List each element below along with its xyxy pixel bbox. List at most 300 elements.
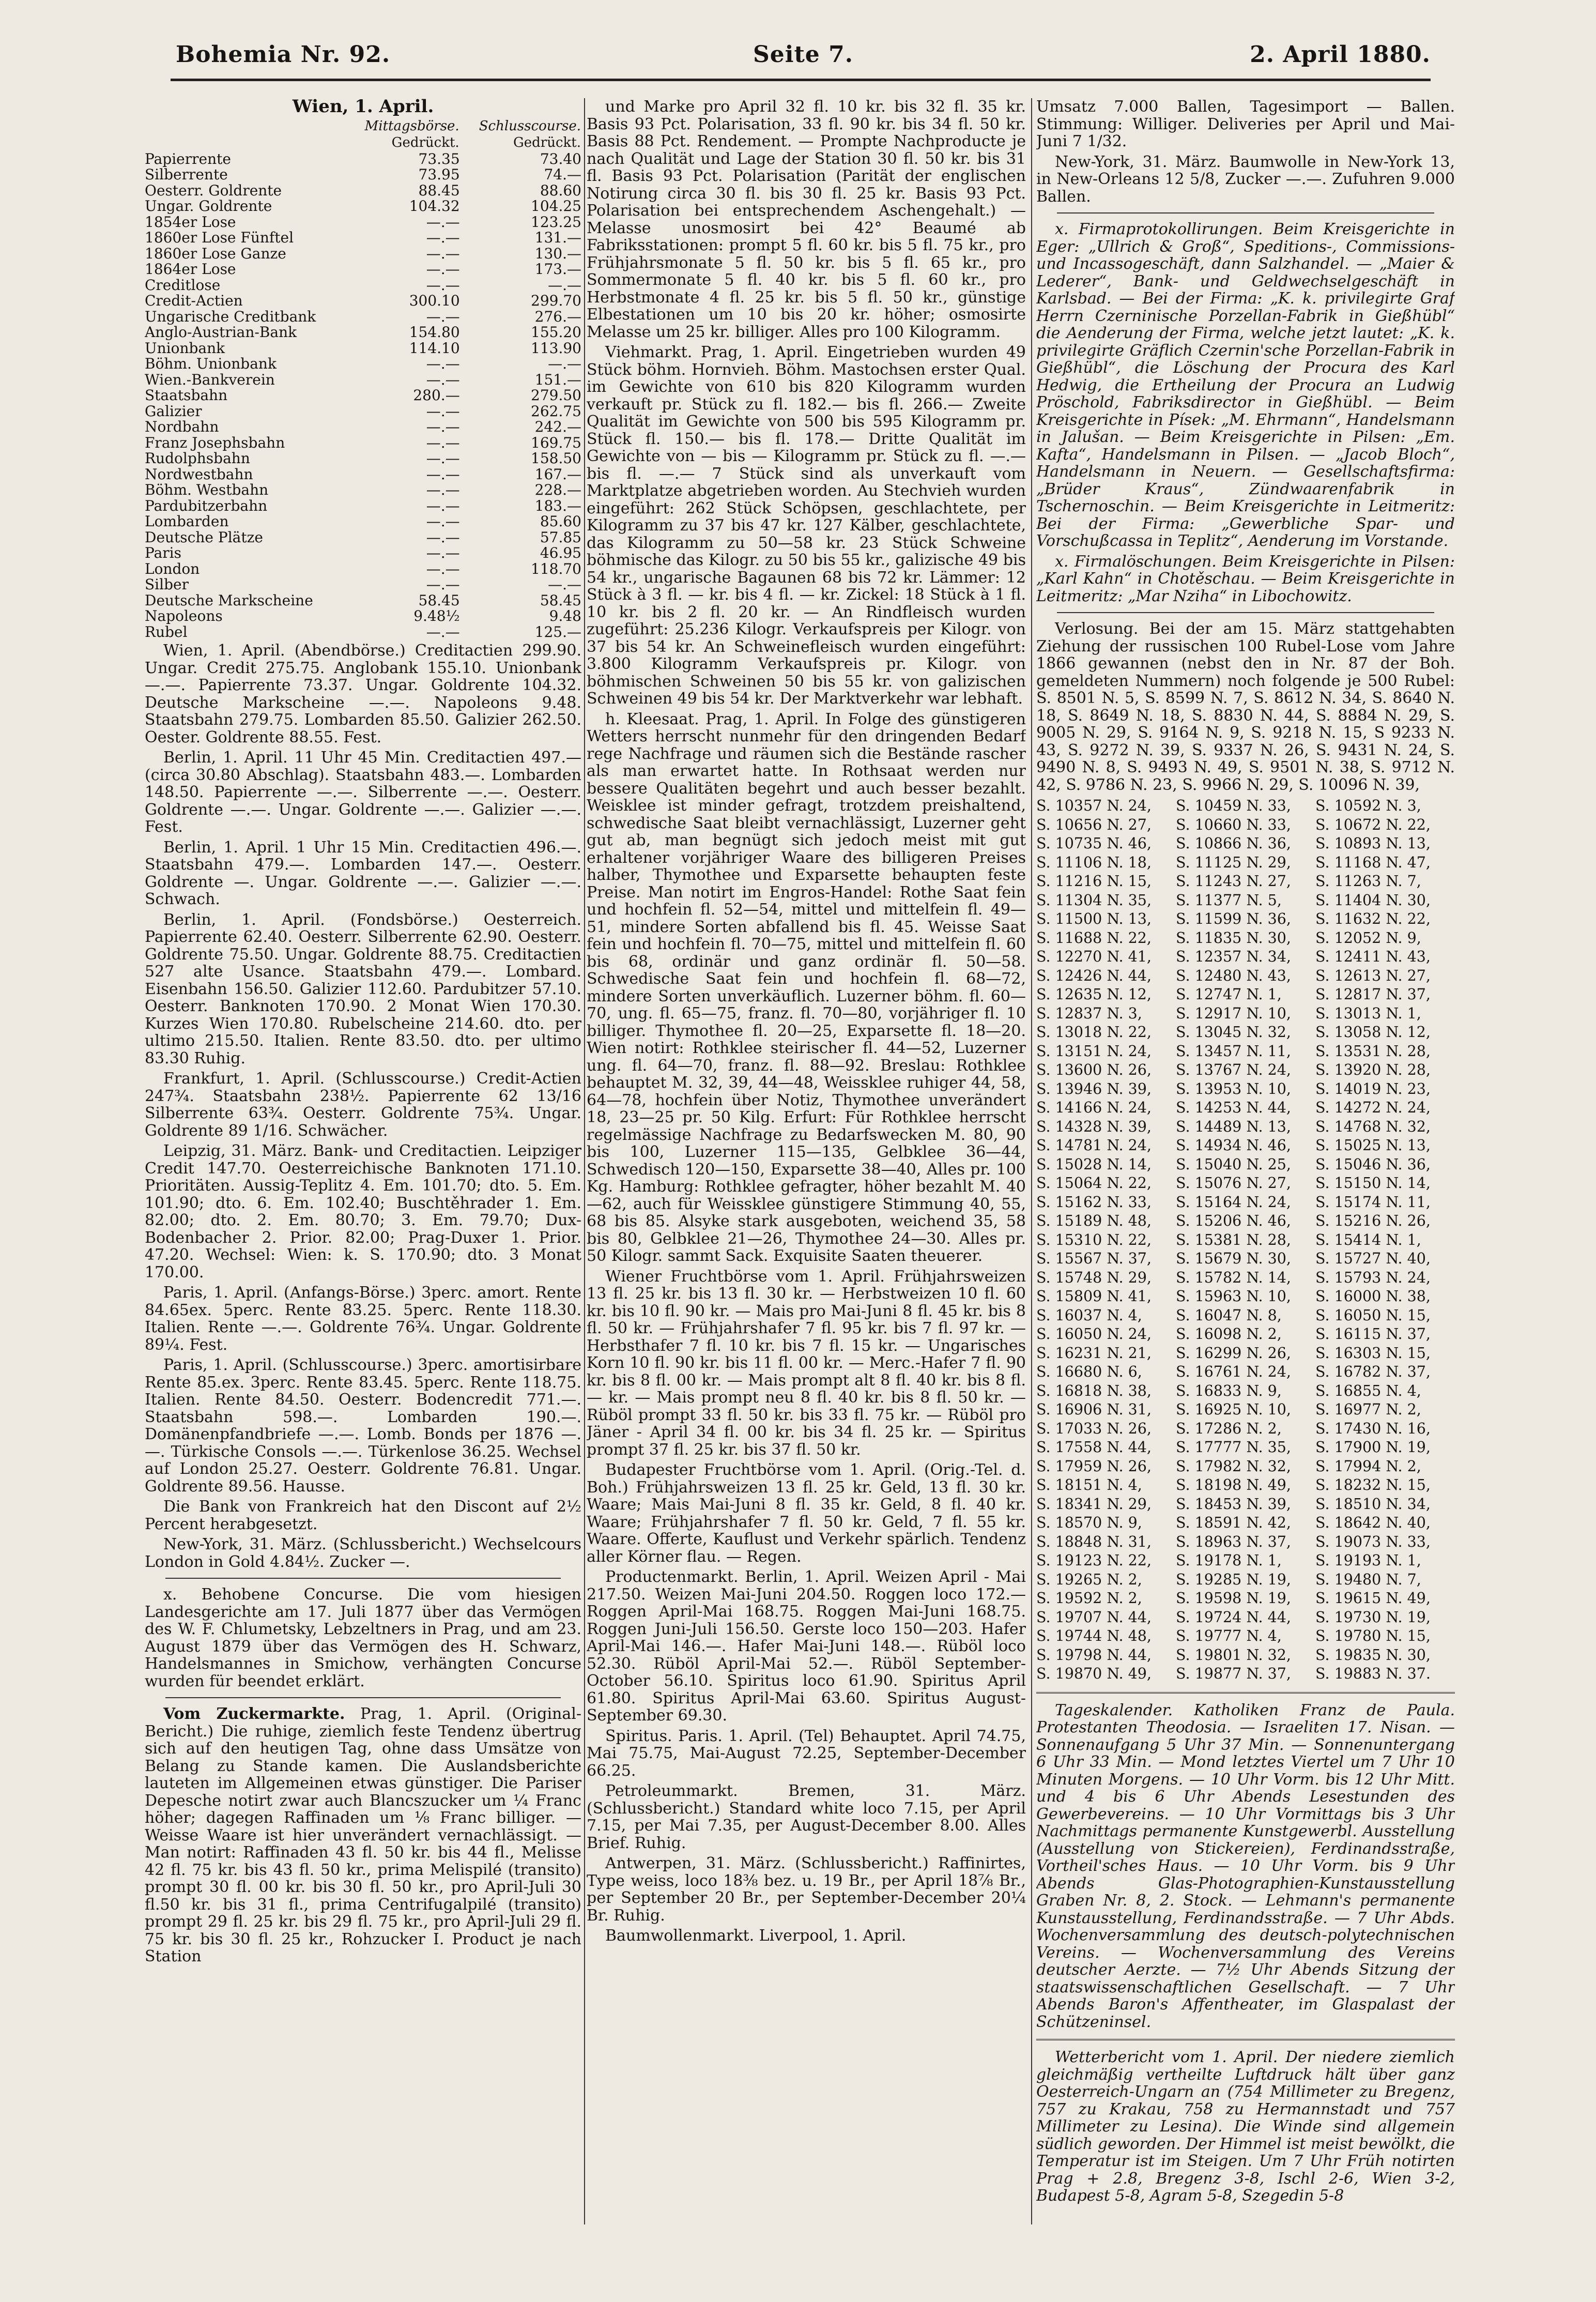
lottery-row (1036, 1646, 1455, 1665)
quote-row (145, 530, 581, 546)
vienna-quotes-table (145, 118, 581, 641)
lottery-entry: S. 14328 N. 39, (1036, 1118, 1152, 1135)
quote-row (145, 624, 581, 641)
quote-value: 130.— (534, 245, 581, 262)
quote-name: Anglo-Austrian-Bank (145, 324, 297, 341)
lottery-row (1036, 1136, 1455, 1155)
weather-report: Wetterbericht vom 1. April. Der niedere ziemlich gleichmäßig vertheilte Luftdruck hält über ganz Oesterreich-Ungarn an (754 Millimeter zu Bregenz, 757 zu Krakau, 758 zu Hermannstadt und 757 Millimeter zu Lesina). Die Winde sind allgemein südlich geworden. Der Himmel ist meist bewölkt, die Temperatur ist im Steigen. Um 7 Uhr Früh notirten Prag + 2.8, Bregenz 3-8, Ischl 2-6, Wien 3-2, Budapest 5-8, Agram 5-8, Szegedin 5-8 (1036, 2048, 1455, 2205)
lottery-entry: S. 14934 N. 46, (1176, 1137, 1291, 1154)
lottery-entry: S. 17430 N. 16, (1315, 1420, 1431, 1437)
lottery-entry: S. 19193 N. 1, (1315, 1552, 1421, 1569)
lottery-row (1036, 872, 1455, 891)
lottery-entry: S. 10866 N. 36, (1176, 835, 1291, 852)
lottery-row (1036, 1099, 1455, 1118)
market-report: Antwerpen, 31. März. (Schlussbericht.) Raffinirtes, Type weiss, loco 18⅜ bez. u. 19 Br., per April 18⅞ Br., per September 20 Br., per September-December 20¼ Br. Ruhig. (587, 1854, 1026, 1925)
lottery-entry: S. 10459 N. 33, (1176, 797, 1291, 814)
quote-value: —.— (426, 465, 460, 483)
market-report: Spiritus. Paris. 1. April. (Tel) Behauptet. April 74.75, Mai 75.75, Mai-August 72.25, September-December 66.25. (587, 1727, 1026, 1780)
lottery-entry: S. 13058 N. 12, (1315, 1024, 1431, 1041)
exchange-report: Wien, 1. April. (Abendbörse.) Creditactien 299.90. Ungar. Credit 275.75. Anglobank 155.10. Unionbank —.—. Papierrente 73.37. Ungar. Goldrente 104.32. Deutsche Markscheine —.—. Napoleons 9.48. Staatsbahn 279.75. Lombarden 85.50. Galizier 262.50. Oester. Goldrente 88.55. Fest. (145, 642, 581, 746)
lottery-entry: S. 13457 N. 11, (1176, 1042, 1291, 1060)
lottery-row (1036, 1363, 1455, 1382)
lottery-entry: S. 18198 N. 49, (1176, 1476, 1291, 1493)
lottery-row (1036, 1004, 1455, 1024)
lottery-entry: S. 19707 N. 44, (1036, 1608, 1152, 1626)
lottery-entry: S. 15748 N. 29, (1036, 1269, 1152, 1286)
lottery-entry: S. 13531 N. 28, (1315, 1042, 1431, 1060)
quote-value: —.— (426, 450, 460, 467)
divider (1036, 2039, 1455, 2040)
lottery-row (1036, 1551, 1455, 1571)
market-report: Budapester Fruchtbörse vom 1. April. (Orig.-Tel. d. Boh.) Frühjahrsweizen 13 fl. 25 kr. Geld, 13 fl. 30 kr. Waare; Mais Mai-Juni 8 fl. 35 kr. Geld, 8 fl. 40 kr. Waare; Frühjahrshafer 7 fl. 50 kr. Geld, 7 fl. 55 kr. Waare. Offerte, Kauflust und Verkehr spärlich. Tendenz aller Körner flau. — Regen. (587, 1461, 1026, 1566)
exchange-report: Paris, 1. April. (Schlusscourse.) 3perc. amortisirbare Rente 85.ex. 3perc. Rente 83.45. 5perc. Rente 118.75. Italien. Rente 84.50. Oesterr. Bodencredit 771.—. Staatsbahn 598.—. Lombarden 190.—. Domänenpfandbriefe —.—. Lomb. Bonds per 1876 —.—. Türkische Consols —.—. Türkenlose 36.25. Wechsel auf London 25.27. Oesterr. Goldrente 76.81. Ungar. Goldrente 89.56. Hausse. (145, 1356, 581, 1496)
col-sub-left: Mittagsbörse. (364, 118, 459, 134)
lottery-entry: S. 11106 N. 18, (1036, 853, 1152, 871)
lottery-entry: S. 16303 N. 15, (1315, 1344, 1431, 1362)
concurse-notice: x. Behobene Concurse. Die vom hiesigen Landesgerichte am 17. Juli 1877 über das Vermögen des W. F. Chlumetsky, Lebzeltners in Prag, und am 23. August 1879 über das Vermögen des H. Schwarz, Handelsmannes in Smichow, verhängten Concurse wurden für beendet erklärt. (145, 1586, 581, 1690)
lottery-entry: S. 13600 N. 26, (1036, 1061, 1152, 1078)
lottery-entry: S. 16818 N. 38, (1036, 1382, 1152, 1399)
lottery-row (1036, 1193, 1455, 1212)
quote-value: —.— (426, 576, 460, 593)
exchange-report: New-York, 31. März. (Schlussbericht.) Wechselcours London in Gold 4.84½. Zucker —. (145, 1535, 581, 1571)
lottery-entry: S. 13767 N. 24, (1176, 1061, 1291, 1078)
exchange-report: Paris, 1. April. (Anfangs-Börse.) 3perc. amort. Rente 84.65ex. 5perc. Rente 83.25. 5perc. Rente 118.30. Italien. Rente —.—. Goldrente 76¾. Ungar. Goldrente 89¼. Fest. (145, 1284, 581, 1354)
lottery-entry: S. 11632 N. 22, (1315, 910, 1431, 927)
quote-name: Böhm. Westbahn (145, 481, 269, 498)
lottery-entry: S. 17900 N. 19, (1315, 1439, 1431, 1456)
market-report: Wiener Fruchtbörse vom 1. April. Frühjahrsweizen 13 fl. 25 kr. bis 13 fl. 30 kr. — Herbstweizen 10 fl. 60 kr. bis 10 fl. 90 kr. — Mais pro Mai-Juni 8 fl. 45 kr. bis 8 fl. 50 kr. — Frühjahrshafer 7 fl. 95 kr. bis 7 fl. 97 kr. — Herbsthafer 7 fl. 10 kr. bis 7 fl. 15 kr. — Ungarisches Korn 10 fl. 90 kr. bis 11 fl. 00 kr. — Merc.-Hafer 7 fl. 90 kr. bis 8 fl. 00 kr. — Mais prompt alt 8 fl. 40 kr. bis 8 fl. — kr. — Mais prompt neu 8 fl. 40 kr. bis 8 fl. 50 kr. — Rüböl prompt 33 fl. 50 kr. bis 33 fl. 75 kr. — Rüböl pro Jäner - April 34 fl. 00 kr. bis 34 fl. 25 kr. — Spiritus prompt 37 fl. 25 kr. bis 37 fl. 50 kr. (587, 1267, 1026, 1459)
lottery-entry: S. 18642 N. 40, (1315, 1514, 1431, 1531)
market-report: Petroleummarkt. Bremen, 31. März. (Schlussbericht.) Standard white loco 7.15, per April 7.15, per Mai 7.35, per August-December 8.00. Alles Brief. Ruhig. (587, 1782, 1026, 1852)
lottery-row (1036, 1174, 1455, 1193)
quote-value: 276.— (534, 308, 581, 325)
lottery-entry: S. 13946 N. 39, (1036, 1080, 1152, 1097)
lottery-row (1036, 1495, 1455, 1514)
quote-value: 46.95 (540, 544, 581, 561)
quote-value: —.— (426, 623, 460, 641)
quote-row (145, 230, 581, 246)
quote-value: —.— (426, 213, 460, 231)
lottery-entry: S. 16000 N. 38, (1315, 1288, 1431, 1305)
quote-value: 228.— (534, 481, 581, 498)
lottery-entry: S. 16680 N. 6, (1036, 1363, 1142, 1380)
lottery-entry: S. 11377 N. 5, (1176, 891, 1282, 909)
exchange-report: Berlin, 1. April. 1 Uhr 15 Min. Creditactien 496.—. Staatsbahn 479.—. Lombarden 147.—. Oesterr. Goldrente —. Ungar. Goldrente —.—. Galizier —.—. Schwach. (145, 838, 581, 908)
market-reports (145, 642, 581, 1571)
quote-value: —.— (426, 544, 460, 561)
lottery-entry: S. 12270 N. 41, (1036, 948, 1152, 965)
quote-value: —.— (426, 528, 460, 546)
lottery-entry: S. 16047 N. 8, (1176, 1306, 1282, 1324)
quote-value: —.— (426, 308, 460, 325)
quote-value: 9.48 (549, 607, 581, 624)
quote-row (145, 341, 581, 357)
quote-row (145, 561, 581, 577)
lottery-entry: S. 12817 N. 37, (1315, 986, 1431, 1003)
quote-name: 1864er Lose (145, 261, 236, 278)
lottery-entry: S. 13151 N. 24, (1036, 1042, 1152, 1060)
lottery-entry: S. 19883 N. 37. (1315, 1665, 1431, 1682)
quote-name: 1860er Lose Fünftel (145, 229, 294, 246)
quote-row (145, 498, 581, 514)
lottery-entry: S. 15567 N. 37, (1036, 1250, 1152, 1267)
column-divider (1031, 98, 1032, 2224)
lottery-entry: S. 13013 N. 1, (1315, 1004, 1421, 1022)
lottery-entry: S. 10893 N. 13, (1315, 835, 1431, 852)
quote-value: 242.— (534, 418, 581, 435)
market-report: Baumwollenmarkt. Liverpool, 1. April. (605, 1927, 907, 1945)
lottery-entry: S. 19615 N. 49, (1315, 1590, 1431, 1607)
lottery-entry: S. 15963 N. 10, (1176, 1288, 1291, 1305)
lottery-entry: S. 16299 N. 26, (1176, 1344, 1291, 1362)
quote-value: 280.— (413, 387, 460, 404)
quote-value: 58.45 (418, 591, 460, 609)
divider (165, 1697, 561, 1698)
quote-value: 279.50 (531, 387, 581, 404)
quote-row (145, 545, 581, 561)
lottery-entry: S. 14166 N. 24, (1036, 1099, 1152, 1116)
quote-row (145, 372, 581, 388)
quote-name: Napoleons (145, 607, 223, 624)
quote-name: Franz Josephsbahn (145, 434, 285, 451)
lottery-entry: S. 12411 N. 43, (1315, 948, 1431, 965)
lottery-row (1036, 1627, 1455, 1646)
lottery-row (1036, 1269, 1455, 1288)
commodity-reports (587, 98, 1026, 1945)
quote-value: 118.70 (531, 560, 581, 577)
quote-name: Creditlose (145, 276, 221, 294)
lottery-entry: S. 12747 N. 1, (1176, 986, 1282, 1003)
lottery-row (1036, 929, 1455, 948)
lottery-entry: S. 19592 N. 2, (1036, 1590, 1142, 1607)
quote-row (145, 309, 581, 325)
quote-value: 104.32 (409, 197, 460, 215)
lottery-entry: S. 16050 N. 15, (1315, 1306, 1431, 1324)
quote-value: 57.85 (540, 528, 581, 546)
column-divider (584, 98, 585, 2224)
lottery-row (1036, 1533, 1455, 1552)
quote-value: 169.75 (531, 434, 581, 451)
quote-value: —.— (426, 497, 460, 514)
lottery-entry: S. 13018 N. 22, (1036, 1024, 1152, 1041)
lottery-entry: S. 13953 N. 10, (1176, 1080, 1291, 1097)
lottery-entry: S. 14253 N. 44, (1176, 1099, 1291, 1116)
lottery-row (1036, 834, 1455, 853)
sugar-title: Vom Zuckermarkte. (163, 1705, 345, 1723)
quote-name: Nordwestbahn (145, 465, 253, 483)
quote-value: —.— (426, 434, 460, 451)
column-3 (1036, 98, 1455, 2208)
lottery-table (1036, 797, 1455, 1684)
lottery-entry: S. 15809 N. 41, (1036, 1288, 1152, 1305)
quote-name: Deutsche Markscheine (145, 591, 313, 609)
lottery-row (1036, 1665, 1455, 1684)
lottery-entry: S. 11125 N. 29, (1176, 853, 1291, 871)
quote-value: 58.45 (540, 591, 581, 609)
lottery-entry: S. 16115 N. 37, (1315, 1325, 1431, 1343)
quote-name: Papierrente (145, 150, 231, 167)
lottery-entry: S. 19801 N. 32, (1176, 1646, 1291, 1664)
lottery-entry: S. 12357 N. 34, (1176, 948, 1291, 965)
quote-value: 300.10 (409, 292, 460, 309)
divider (1057, 612, 1434, 613)
quote-row (145, 435, 581, 451)
lottery-row (1036, 1457, 1455, 1476)
lottery-row (1036, 985, 1455, 1004)
lottery-entry: S. 15064 N. 22, (1036, 1175, 1152, 1192)
lottery-row (1036, 816, 1455, 835)
lottery-row (1036, 1306, 1455, 1325)
cotton-report: Umsatz 7.000 Ballen, Tagesimport — Ballen. Stimmung: Williger. Deliveries per April und Mai-Juni 7 1/32. (1036, 98, 1455, 150)
lottery-entry: S. 16782 N. 37, (1315, 1363, 1431, 1380)
lottery-entry: S. 12635 N. 12, (1036, 986, 1152, 1003)
lottery-row (1036, 1344, 1455, 1363)
page-header (176, 41, 1431, 78)
quote-row (145, 293, 581, 309)
lottery-entry: S. 10672 N. 22, (1315, 816, 1431, 833)
lottery-row (1036, 1023, 1455, 1042)
quote-name: London (145, 560, 200, 577)
lottery-row (1036, 891, 1455, 910)
lottery-row (1036, 797, 1455, 816)
quote-value: —.— (426, 560, 460, 577)
quote-value: 123.25 (531, 213, 581, 231)
lottery-entry: S. 15216 N. 26, (1315, 1212, 1431, 1229)
lottery-entry: S. 15679 N. 30, (1176, 1250, 1291, 1267)
lottery-entry: S. 18591 N. 42, (1176, 1514, 1291, 1531)
lottery-row (1036, 1589, 1455, 1608)
quote-value: 262.75 (531, 402, 581, 420)
lottery-entry: S. 18963 N. 37, (1176, 1533, 1291, 1550)
quote-name: Galizier (145, 402, 202, 420)
lottery-intro: Verlosung. Bei der am 15. März stattgehabten Ziehung der russischen 100 Rubel-Lose vom Jahre 1866 gewannen (nebst den in Nr. 87 der Boh. gemeldeten Nummern) noch folgende je 500 Rubel: S. 8501 N. 5, S. 8599 N. 7, S. 8612 N. 34, S. 8640 N. 18, S. 8649 N. 18, S. 8830 N. 44, S. 8884 N. 29, S. 9005 N. 29, S. 9164 N. 9, S. 9218 N. 15, S 9233 N. 43, S. 9272 N. 39, S. 9337 N. 26, S. 9431 N. 24, S. 9490 N. 8, S. 9493 N. 49, S. 9501 N. 38, S. 9712 N. 42, S. 9786 N. 23, S. 9966 N. 29, S. 10096 N. 39, (1036, 620, 1455, 794)
quote-value: —.— (426, 229, 460, 246)
lottery-entry: S. 15782 N. 14, (1176, 1269, 1291, 1286)
lottery-entry: S. 15150 N. 14, (1315, 1175, 1431, 1192)
lottery-entry: S. 12052 N. 9, (1315, 929, 1421, 947)
lottery-entry: S. 15189 N. 48, (1036, 1212, 1152, 1229)
lottery-row (1036, 967, 1455, 986)
quote-name: Böhm. Unionbank (145, 355, 277, 372)
divider (165, 1578, 561, 1579)
lottery-entry: S. 13045 N. 32, (1176, 1024, 1291, 1041)
quote-row (145, 215, 581, 231)
quote-row (145, 467, 581, 483)
lottery-row (1036, 948, 1455, 967)
quote-name: Oesterr. Goldrente (145, 181, 282, 199)
lottery-entry: S. 19780 N. 15, (1315, 1627, 1431, 1644)
quote-row (145, 246, 581, 262)
lottery-entry: S. 16231 N. 21, (1036, 1344, 1152, 1362)
lottery-entry: S. 15727 N. 40, (1315, 1250, 1431, 1267)
lottery-entry: S. 19835 N. 30, (1315, 1646, 1431, 1664)
quote-value: —.— (426, 513, 460, 530)
quote-name: 1854er Lose (145, 213, 236, 231)
lottery-row (1036, 1325, 1455, 1344)
quote-row (145, 608, 581, 624)
lottery-row (1036, 1514, 1455, 1533)
lottery-entry: S. 18453 N. 39, (1176, 1495, 1291, 1513)
lottery-entry: S. 19730 N. 19, (1315, 1608, 1431, 1626)
lottery-entry: S. 14019 N. 23, (1315, 1080, 1431, 1097)
lottery-row (1036, 1042, 1455, 1061)
lottery-entry: S. 11500 N. 13, (1036, 910, 1152, 927)
lottery-row (1036, 853, 1455, 873)
exchange-report: Frankfurt, 1. April. (Schlusscourse.) Credit-Actien 247¾. Staatsbahn 238½. Papierrente 62 13/16 Silberrente 63¾. Oesterr. Goldrente 75¾. Ungar. Goldrente 89 1/16. Schwächer. (145, 1070, 581, 1140)
lottery-entry: S. 16833 N. 9, (1176, 1382, 1282, 1399)
quote-value: 299.70 (531, 292, 581, 309)
quote-row (145, 262, 581, 278)
quote-value: —.— (426, 371, 460, 388)
quote-name: Pardubitzerbahn (145, 497, 268, 514)
quote-value: 183.— (534, 497, 581, 514)
lottery-row (1036, 1400, 1455, 1420)
sugar-report (145, 1705, 581, 1965)
quote-value: 9.48½ (413, 607, 460, 624)
quote-value: 88.45 (418, 181, 460, 199)
lottery-entry: S. 17286 N. 2, (1176, 1420, 1282, 1437)
exchange-report: Berlin, 1. April. 11 Uhr 45 Min. Creditactien 497.— (circa 30.80 Abschlag). Staatsbahn 483.—. Lombarden 148.50. Papierrente —.—. Silberrente —.—. Oesterr. Goldrente —.—. Ungar. Goldrente —.—. Galizier —.—. Fest. (145, 749, 581, 836)
lottery-row (1036, 1231, 1455, 1250)
quote-value: 74.— (544, 166, 581, 183)
column-2 (587, 98, 1026, 1948)
lottery-entry: S. 19480 N. 7, (1315, 1571, 1421, 1588)
lottery-entry: S. 16761 N. 24, (1176, 1363, 1291, 1380)
quote-name: Rubel (145, 623, 188, 641)
lottery-entry: S. 14272 N. 24, (1315, 1099, 1431, 1116)
lottery-entry: S. 15414 N. 1, (1315, 1231, 1421, 1248)
quote-row (145, 388, 581, 404)
quote-value: 151.— (534, 371, 581, 388)
lottery-entry: S. 15164 N. 24, (1176, 1193, 1291, 1211)
lottery-entry: S. 11263 N. 7, (1315, 873, 1421, 890)
day-calendar: Tageskalender. Katholiken Franz de Paula. Protestanten Theodosia. — Israeliten 17. Nisan. — Sonnenaufgang 5 Uhr 37 Min. — Sonnenuntergang 6 Uhr 33 Min. — Mond letztes Viertel um 7 Uhr 10 Minuten Morgens. — 10 Uhr Vorm. bis 12 Uhr Mitt. und 4 bis 6 Uhr Abends Lesestunden des Gewerbevereins. — 10 Uhr Vormittags bis 3 Uhr Nachmittags permanente Kunstgewerbl. Ausstellung (Ausstellung von Stickereien), Ferdinandsstraße, Vortheil'sches Haus. — 10 Uhr Vorm. bis 9 Uhr Abends Glas-Photographien-Kunstausstellung Graben Nr. 8, 2. Stock. — Lehmann's permanente Kunstausstellung, Ferdinandsstraße. — 7 Uhr Abds. Wochenversammlung des deutsch-polytechnischen Vereins. — Wochenversammlung des Vereins deutscher Aerzte. — 7½ Uhr Abends Sitzung der staatswissenschaftlichen Gesellschaft. — 7 Uhr Abends Baron's Affentheater, im Glaspalast der Schützeninsel. (1036, 1701, 1455, 2031)
lottery-entry: S. 16977 N. 2, (1315, 1401, 1421, 1418)
lottery-entry: S. 11216 N. 15, (1036, 873, 1152, 890)
quote-name: Silberrente (145, 166, 228, 183)
quote-value: —.— (426, 245, 460, 262)
quote-value: 131.— (534, 229, 581, 246)
lottery-entry: S. 19744 N. 48, (1036, 1627, 1152, 1644)
lottery-row (1036, 1382, 1455, 1401)
quote-name: Paris (145, 544, 181, 561)
market-report: Viehmarkt. Prag, 1. April. Eingetrieben wurden 49 Stück böhm. Hornvieh. Böhm. Mastochsen erster Qual. im Gewichte von 610 bis 820 Kilogramm wurden verkauft pr. Stück zu fl. 182.— bis fl. 266.— Zweite Qualität im Gewichte von 500 bis 595 Kilogramm pr. Stück fl. 150.— bis fl. 178.— Dritte Qualität im Gewichte von — bis — Kilogramm pr. Stück zu fl. —.— bis fl. —.— 7 Stück sind als unverkauft vom Marktplatze abgetrieben worden. Au Stechvieh wurden eingeführt: 262 Stück Schöpsen, geschlachtete, per Kilogramm zu 37 bis 47 kr. 127 Kälber, geschlachtete, das Kilogramm zu 50—58 kr. 23 Stück Schweine böhmische das Kilogr. zu 50 bis 55 kr., galizische 49 bis 54 kr., ungarische Bagaunen 68 bis 72 kr. Lämmer: 12 Stück à 3 fl. — kr. bis 4 fl. — kr. Zickel: 18 Stück à 1 fl. 10 kr. bis 2 fl. 20 kr. — An Rindfleisch wurden zugeführt: 25.236 Kilogr. Verkaufspreis per Kilogr. von 37 bis 54 kr. An Schweinefleisch wurden eingeführt: 3.800 Kilogramm Verkaufspreis pr. Kilogr. von böhmischen Schweinen 50 bis 55 kr. von galizischen Schweinen 49 bis 54 kr. Der Marktverkehr war lebhaft. (587, 343, 1026, 708)
quote-value: 158.50 (531, 450, 581, 467)
divider (1057, 212, 1434, 214)
lottery-entry: S. 16855 N. 4, (1315, 1382, 1421, 1399)
quote-name: Staatsbahn (145, 387, 228, 404)
lottery-entry: S. 18510 N. 34, (1315, 1495, 1431, 1513)
lottery-entry: S. 17777 N. 35, (1176, 1439, 1291, 1456)
lottery-entry: S. 15046 N. 36, (1315, 1155, 1431, 1173)
quote-value: 104.25 (531, 197, 581, 215)
lottery-entry: S. 16050 N. 24, (1036, 1325, 1152, 1343)
quote-row (145, 482, 581, 498)
lottery-entry: S. 11404 N. 30, (1315, 891, 1431, 909)
quote-name: Unionbank (145, 339, 225, 357)
lottery-row (1036, 1118, 1455, 1137)
quote-name: 1860er Lose Ganze (145, 245, 286, 262)
lottery-entry: S. 16037 N. 4, (1036, 1306, 1142, 1324)
quote-row (145, 577, 581, 593)
quote-row (145, 325, 581, 341)
lottery-entry: S. 16906 N. 31, (1036, 1401, 1152, 1418)
quote-name: Ungarische Creditbank (145, 308, 316, 325)
lottery-entry: S. 15381 N. 28, (1176, 1231, 1291, 1248)
lottery-entry: S. 13920 N. 28, (1315, 1061, 1431, 1078)
lottery-entry: S. 15206 N. 46, (1176, 1212, 1291, 1229)
quote-row (145, 167, 581, 183)
quote-value: —.— (426, 355, 460, 372)
quote-value: 73.95 (418, 166, 460, 183)
lottery-entry: S. 16098 N. 2, (1176, 1325, 1282, 1343)
lottery-row (1036, 1080, 1455, 1099)
lottery-entry: S. 15076 N. 27, (1176, 1175, 1291, 1192)
quote-value: 155.20 (531, 324, 581, 341)
firm-deletions: x. Firmalöschungen. Beim Kreisgerichte in Pilsen: „Karl Kahn“ in Chotěschau. — Beim Kreisgerichte in Leitmeritz: „Mar Nziha“ in Libochowitz. (1036, 552, 1455, 605)
lottery-row (1036, 1420, 1455, 1439)
quote-value: —.— (426, 418, 460, 435)
quote-value: 73.40 (540, 150, 581, 167)
sugar-text: Prag, 1. April. (Original-Bericht.) Die ruhige, ziemlich feste Tendenz übertrug sich auf den heutigen Tag, ohne dass Umsätze von Belang zu Stande kamen. Die Auslandsberichte lauteten im Allgemeinen etwas günstiger. Die Pariser Depesche notirt zwar auch Blancszucker um ¼ Franc höher; dagegen Raffinaden um ⅛ Franc billiger. — Weisse Waare ist hier unverändert vernachlässigt. — Man notirt: Raffinaden 43 fl. 50 kr. bis 44 fl., Melisse 42 fl. 75 kr. bis 43 fl. 50 kr., prima Melispilé (transito) prompt 30 fl. 00 kr. bis 30 fl. 50 kr., pro April-Juli 30 fl.50 kr. bis 31 fl., prima Centrifugalpilé (transito) prompt 29 fl. 25 kr. bis 29 fl. 75 kr., pro April-Juli 29 fl. 75 kr. bis 30 fl. 25 kr., Rohzucker I. Product je nach Station (145, 1705, 581, 1965)
quote-row (145, 278, 581, 294)
header-rule (171, 79, 1431, 81)
quote-name: Ungar. Goldrente (145, 197, 272, 215)
lottery-entry: S. 17982 N. 32, (1176, 1457, 1291, 1475)
lottery-entry: S. 11688 N. 22, (1036, 929, 1152, 947)
lottery-entry: S. 19877 N. 37, (1176, 1665, 1291, 1682)
lottery-entry: S. 19870 N. 49, (1036, 1665, 1152, 1682)
quote-row (145, 404, 581, 420)
quote-row (145, 514, 581, 530)
lottery-entry: S. 15162 N. 33, (1036, 1193, 1152, 1211)
lottery-entry: S. 19285 N. 19, (1176, 1571, 1291, 1588)
lottery-entry: S. 18570 N. 9, (1036, 1514, 1142, 1531)
col-head-b: Gedrückt. (513, 135, 581, 150)
lottery-row (1036, 910, 1455, 929)
lottery-entry: S. 14489 N. 13, (1176, 1118, 1291, 1135)
lottery-entry: S. 10660 N. 33, (1176, 816, 1291, 833)
lottery-entry: S. 12613 N. 27, (1315, 967, 1431, 984)
market-report: Productenmarkt. Berlin, 1. April. Weizen April - Mai 217.50. Weizen Mai-Juni 204.50. Roggen loco 172.— Roggen April-Mai 168.75. Roggen Mai-Juni 168.75. Roggen Juni-Juli 156.50. Gerste loco 150—203. Hafer April-Mai 146.—. Hafer Mai-Juni 148.—. Rüböl loco 52.30. Rüböl April-Mai 52.—. Rüböl September-October 56.10. Spiritus loco 61.90. Spiritus April 61.80. Spiritus April-Mai 63.60. Spiritus August-September 69.30. (587, 1568, 1026, 1725)
lottery-entry: S. 19798 N. 44, (1036, 1646, 1152, 1664)
lottery-entry: S. 18232 N. 15, (1315, 1476, 1431, 1493)
column-1 (145, 98, 581, 1969)
quote-row (145, 199, 581, 215)
quote-value: 113.90 (531, 339, 581, 357)
lottery-row (1036, 1155, 1455, 1175)
lottery-entry: S. 16925 N. 10, (1176, 1401, 1291, 1418)
lottery-entry: S. 15025 N. 13, (1315, 1137, 1431, 1154)
lottery-row (1036, 1438, 1455, 1457)
lottery-entry: S. 19598 N. 19, (1176, 1590, 1291, 1607)
quote-row (145, 183, 581, 199)
exchange-report: Leipzig, 31. März. Bank- und Creditactien. Leipziger Credit 147.70. Oesterreichische Banknoten 171.10. Prioritäten. Aussig-Teplitz 4. Em. 101.70; dto. 5. Em. 101.90; dto. 6. Em. 102.40; Buschtěhrader 1. Em. 82.00; dto. 2. Em. 80.70; 3. Em. 79.70; Dux-Bodenbacher 2. Prior. 82.00; Prag-Duxer 1. Prior. 47.20. Wechsel: Wien: k. S. 170.90; dto. 3 Monat 170.00. (145, 1142, 581, 1282)
quote-value: 85.60 (540, 513, 581, 530)
quote-value: 73.35 (418, 150, 460, 167)
exchange-report: Berlin, 1. April. (Fondsbörse.) Oesterreich. Papierrente 62.40. Oesterr. Silberrente 62.90. Oesterr. Goldrente 75.50. Ungar. Goldrente 88.75. Creditactien 527 alte Usance. Staatsbahn 479.—. Lombard. Eisenbahn 156.50. Galizier 112.60. Pardubitzer 57.10. Oesterr. Banknoten 170.90. 2 Monat Wien 170.30. Kurzes Wien 170.80. Rubelscheine 214.60. dto. per ultimo 215.50. Italien. Rente 83.50. dto. per ultimo 83.30 Ruhig. (145, 910, 581, 1068)
quote-value: —.— (548, 355, 581, 372)
quote-name: Credit-Actien (145, 292, 243, 309)
lottery-entry: S. 19265 N. 2, (1036, 1571, 1142, 1588)
lottery-entry: S. 19123 N. 22, (1036, 1552, 1152, 1569)
lottery-entry: S. 18151 N. 4, (1036, 1476, 1142, 1493)
quote-value: —.— (426, 402, 460, 420)
market-report: h. Kleesaat. Prag, 1. April. In Folge des günstigeren Wetters herrscht nunmehr für den dringenden Bedarf rege Nachfrage und räumen sich die Bestände rascher als man erwartet hatte. In Rothsaat werden nur bessere Qualitäten begehrt und auch besser bezahlt. Weisklee ist minder gefragt, trotzdem preishaltend, schwedische Saat bleibt vernachlässigt, Luzerner geht gut ab, man begnügt sich jedoch meist mit gut erhaltener vorjähriger Waare des billigeren Preises halber, Thymothee und Exparsette behaupten feste Preise. Man notirt im Engros-Handel: Rothe Saat fein und hochfein fl. 52—54, mittel und mittelfein fl. 49—51, mindere Sorten abfallend bis fl. 45. Weisse Saat fein und hochfein fl. 70—75, mittel und mittelfein fl. 60 bis 68, ordinär und ganz ordinär fl. 50—58. Schwedische Saat fein und hochfein fl. 68—72, mindere Sorten unverkäuflich. Luzerner böhm. fl. 60—70, ung. fl. 65—75, franz. fl. 70—80, vorjähriger fl. 10 billiger. Thymothee fl. 20—25, Exparsette fl. 18—20. Wien notirt: Rothklee steirischer fl. 44—52, Luzerner ung. fl. 64—70, franz. fl. 88—92. Breslau: Rothklee behauptet M. 32, 39, 44—48, Weissklee ruhiger 44, 58, 64—78, hochfein über Notiz, Thymothee unverändert 18, 23—25 pr. 50 Kilg. Erfurt: Für Rothklee herrscht regelmässige Nachfrage zu Bedarfswecken M. 80, 90 bis 100, Luzerner 115—135, Gelbklee 36—44, Schwedisch 120—150, Exparsette 38—40, Alles pr. 100 Kg. Hamburg: Rothklee gefragter, höher bezahlt M. 40—62, auch für Weissklee günstigere Stimmung 40, 55, 68 bis 85. Alsyke stark ausgeboten, weichend 35, 58 bis 80, Gelbklee 21—26, Thymothee 24—30. Alles pr. 50 Kilogr. sammt Sack. Exquisite Saaten theuerer. (587, 710, 1026, 1265)
quotes-body (145, 151, 581, 641)
lottery-row (1036, 1608, 1455, 1627)
